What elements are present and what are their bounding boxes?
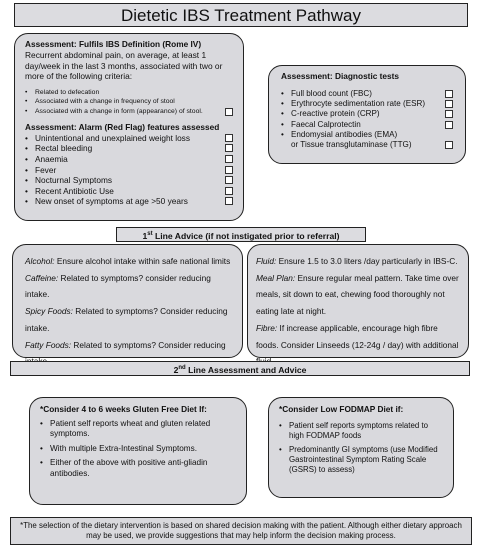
list-item: • Patient self reports wheat and gluten related symptoms. (50, 419, 238, 440)
advice-spicy-foods: Spicy Foods: Related to symptoms? Consider reducing intake. (25, 306, 228, 333)
gluten-free-list (40, 419, 238, 479)
diagnostic-heading: Assessment: Diagnostic tests (281, 71, 400, 81)
list-item: • Associated with a change in frequency of stool (35, 97, 233, 107)
list-item: • Recent Antibiotic Use (35, 186, 233, 197)
list-item: • Anaemia (35, 154, 233, 165)
first-line-bar: 1st Line Advice (if not instigated prior to referral) (116, 227, 366, 242)
list-item: • Patient self reports symptoms related to high FODMAP foods (289, 421, 445, 441)
checkbox-icon[interactable] (445, 100, 453, 108)
advice-meal-plan: Meal Plan: Ensure regular meal pattern. Take time over meals, sit down to eat, chewing food thoroughly not eating late at night. (256, 272, 459, 317)
advice-alcohol: Alcohol: Ensure alcohol intake within safe national limits (25, 256, 231, 266)
checkbox-icon[interactable] (445, 90, 453, 98)
advice-fibre: Fibre: If increase applicable, encourage high fibre foods. Consider Linseeds (12-24g / day) with additional (256, 322, 459, 350)
advice-fluid: Fluid: Ensure 1.5 to 3.0 liters /day particularly in IBS-C. (256, 256, 458, 266)
list-item: • New onset of symptoms at age >50 years (35, 196, 233, 207)
gluten-free-heading: *Consider 4 to 6 weeks Gluten Free Diet If: (40, 404, 207, 414)
checkbox-icon[interactable] (225, 166, 233, 174)
low-fodmap-list (279, 421, 445, 475)
low-fodmap-box (268, 397, 454, 498)
list-item: • Endomysial antibodies (EMA) (291, 130, 453, 140)
list-item: • Predominantly GI symptoms (use Modified Gastrointestinal Symptom Rating Scale (GSRS) to assess) (289, 445, 445, 475)
alarm-list (25, 133, 233, 207)
list-item: • Related to defecation (35, 88, 233, 98)
page-title (14, 3, 468, 27)
checkbox-icon[interactable] (225, 108, 233, 116)
diagnostic-tests-box (268, 65, 466, 164)
footnote-text: *The selection of the dietary intervention is based on shared decision making with the patient. Although either dietary approach may be used, we provide suggestions that may help inform the decision making process. (20, 521, 462, 541)
list-item: • Either of the above with positive anti-gliadin antibodies. (50, 458, 238, 479)
low-fodmap-heading: *Consider Low FODMAP Diet if: (279, 404, 404, 414)
list-item: • Nocturnal Symptoms (35, 175, 233, 186)
footnote-box (10, 517, 472, 545)
list-item: • Rectal bleeding (35, 143, 233, 154)
list-item: • Unintentional and unexplained weight loss (35, 133, 233, 144)
diagnostic-list (281, 89, 453, 150)
checkbox-icon[interactable] (225, 197, 233, 205)
list-item: • Full blood count (FBC) (291, 89, 453, 99)
alarm-heading: Assessment: Alarm (Red Flag) features assessed (25, 121, 220, 132)
advice-fatty-foods: Fatty Foods: Related to symptoms? Consider reducing (25, 339, 226, 350)
checkbox-icon[interactable] (445, 141, 453, 149)
rome-criteria-list (25, 88, 233, 117)
checkbox-icon[interactable] (445, 121, 453, 129)
list-item: or Tissue transglutaminase (TTG) (291, 140, 453, 150)
gluten-free-box (29, 397, 247, 505)
checkbox-icon[interactable] (225, 134, 233, 142)
list-item: • Associated with a change in form (appearance) of stool. (35, 107, 233, 117)
checkbox-icon[interactable] (225, 176, 233, 184)
checkbox-icon[interactable] (225, 155, 233, 163)
assessment-ibs-heading: Assessment: Fulfils IBS Definition (Rome IV) (25, 39, 202, 49)
list-item: • Faecal Calprotectin (291, 120, 453, 130)
assessment-ibs-intro: Recurrent abdominal pain, on average, at least 1 day/week in the last 3 months, associated with two or more of the following criteria: (25, 50, 223, 82)
checkbox-icon[interactable] (225, 187, 233, 195)
assessment-ibs-box (14, 33, 244, 221)
list-item: • C-reactive protein (CRP) (291, 109, 453, 119)
list-item: • With multiple Extra-Intestinal Symptoms. (50, 444, 238, 454)
list-item: • Fever (35, 165, 233, 176)
first-line-right-box (247, 244, 469, 358)
page-title-text: Dietetic IBS Treatment Pathway (121, 6, 361, 25)
first-line-left-box (12, 244, 243, 358)
advice-caffeine: Caffeine: Related to symptoms? consider reducing intake. (25, 272, 211, 300)
second-line-bar: 2nd Line Assessment and Advice (10, 361, 470, 376)
checkbox-icon[interactable] (225, 144, 233, 152)
list-item: • Erythrocyte sedimentation rate (ESR) (291, 99, 453, 109)
checkbox-icon[interactable] (445, 110, 453, 118)
